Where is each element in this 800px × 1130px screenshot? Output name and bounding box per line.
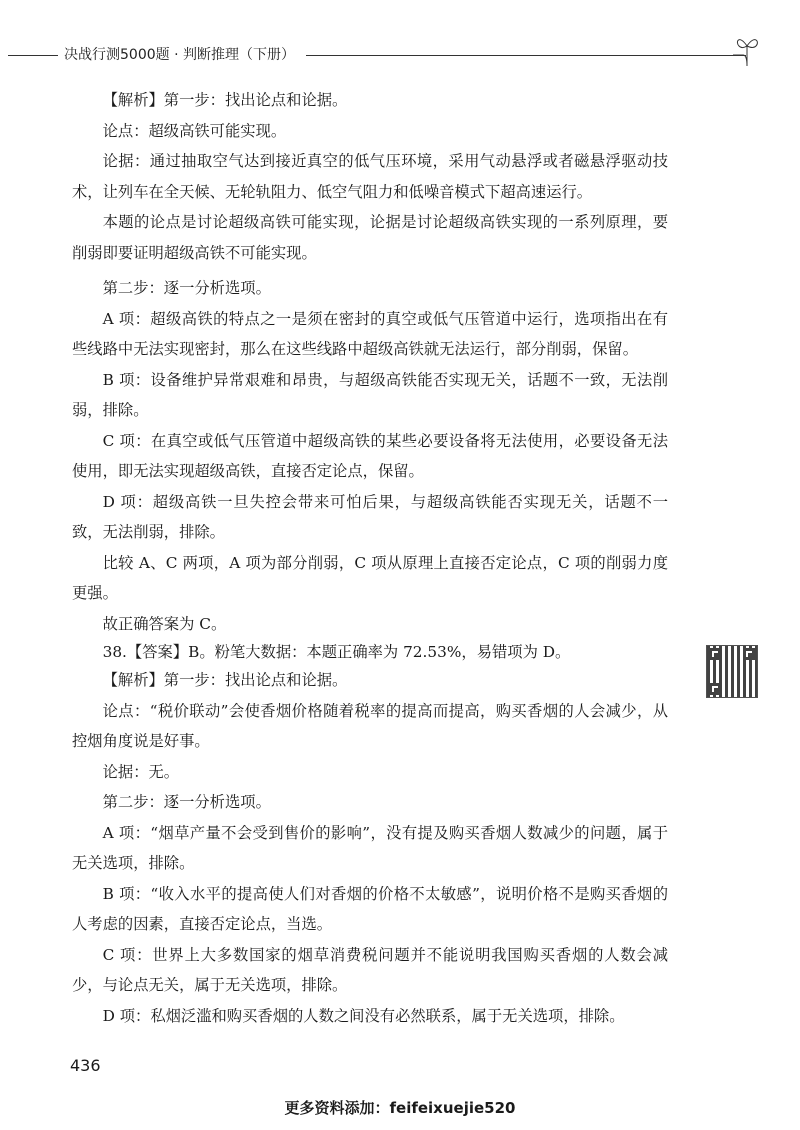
header-rule-left bbox=[8, 55, 58, 56]
paragraph: 论据：通过抽取空气达到接近真空的低气压环境，采用气动悬浮或者磁悬浮驱动技术，让列车在全天候、无轮轨阻力、低空气阻力和低噪音模式下超高速运行。 bbox=[72, 152, 668, 201]
paragraph: 比较 A、C 两项，A 项为部分削弱，C 项从原理上直接否定论点，C 项的削弱力度更强。 bbox=[72, 553, 668, 602]
header-rule-right bbox=[306, 55, 746, 56]
qr-code[interactable] bbox=[706, 645, 758, 698]
paragraph: A 项：“烟草产量不会受到售价的影响”，没有提及购买香烟人数减少的问题，属于无关选项，排除。 bbox=[72, 823, 668, 872]
paragraph: D 项：私烟泛滥和购买香烟的人数之间没有必然联系，属于无关选项，排除。 bbox=[102, 1006, 625, 1025]
paragraph: A 项：超级高铁的特点之一是须在密封的真空或低气压管道中运行，选项指出在有些线路中无法实现密封，那么在这些线路中超级高铁就无法运行，部分削弱，保留。 bbox=[72, 309, 668, 358]
paragraph: 【解析】第一步：找出论点和论据。 bbox=[102, 671, 348, 689]
qr-finder bbox=[709, 648, 721, 660]
book-title: 决战行测5000题 · 判断推理（下册） bbox=[64, 47, 295, 63]
paragraph: 第二步：逐一分析选项。 bbox=[102, 793, 271, 811]
question-answer: 38.【答案】B。粉笔大数据：本题正确率为 72.53%，易错项为 D。 bbox=[102, 643, 571, 661]
page-number: 436 bbox=[70, 1056, 101, 1075]
paragraph: C 项：在真空或低气压管道中超级高铁的某些必要设备将无法使用，必要设备无法使用，即无法实现超级高铁，直接否定论点，保留。 bbox=[72, 431, 668, 480]
paragraph: B 项：设备维护异常艰难和昂贵，与超级高铁能否实现无关，话题不一致，无法削弱，排除。 bbox=[72, 370, 668, 419]
qr-finder bbox=[709, 683, 721, 695]
paragraph: 论点：“税价联动”会使香烟价格随着税率的提高而提高，购买香烟的人会减少，从控烟角度说是好事。 bbox=[72, 701, 668, 750]
paragraph: 本题的论点是讨论超级高铁可能实现，论据是讨论超级高铁实现的一系列原理，要削弱即要证明超级高铁不可能实现。 bbox=[72, 213, 668, 262]
paragraph: 第二步：逐一分析选项。 bbox=[102, 279, 271, 297]
paragraph: 故正确答案为 C。 bbox=[102, 614, 227, 633]
paragraph: 【解析】第一步：找出论点和论据。 bbox=[102, 91, 348, 109]
paragraph: 论点：超级高铁可能实现。 bbox=[102, 121, 287, 140]
running-header bbox=[0, 42, 800, 66]
paragraph: C 项：世界上大多数国家的烟草消费税问题并不能说明我国购买香烟的人数会减少，与论点无关，属于无关选项，排除。 bbox=[72, 945, 668, 994]
answer-explanation-body bbox=[72, 85, 668, 1031]
paragraph: 论据：无。 bbox=[102, 762, 180, 781]
sprout-icon bbox=[733, 30, 763, 70]
paragraph: B 项：“收入水平的提高使人们对香烟的价格不太敏感”，说明价格不是购买香烟的人考虑的因素，直接否定论点，当选。 bbox=[72, 884, 668, 933]
paragraph: D 项：超级高铁一旦失控会带来可怕后果，与超级高铁能否实现无关，话题不一致，无法削弱，排除。 bbox=[72, 492, 668, 541]
footer-note: 更多资料添加：feifeixuejie520 bbox=[284, 1099, 516, 1117]
qr-finder bbox=[743, 648, 755, 660]
